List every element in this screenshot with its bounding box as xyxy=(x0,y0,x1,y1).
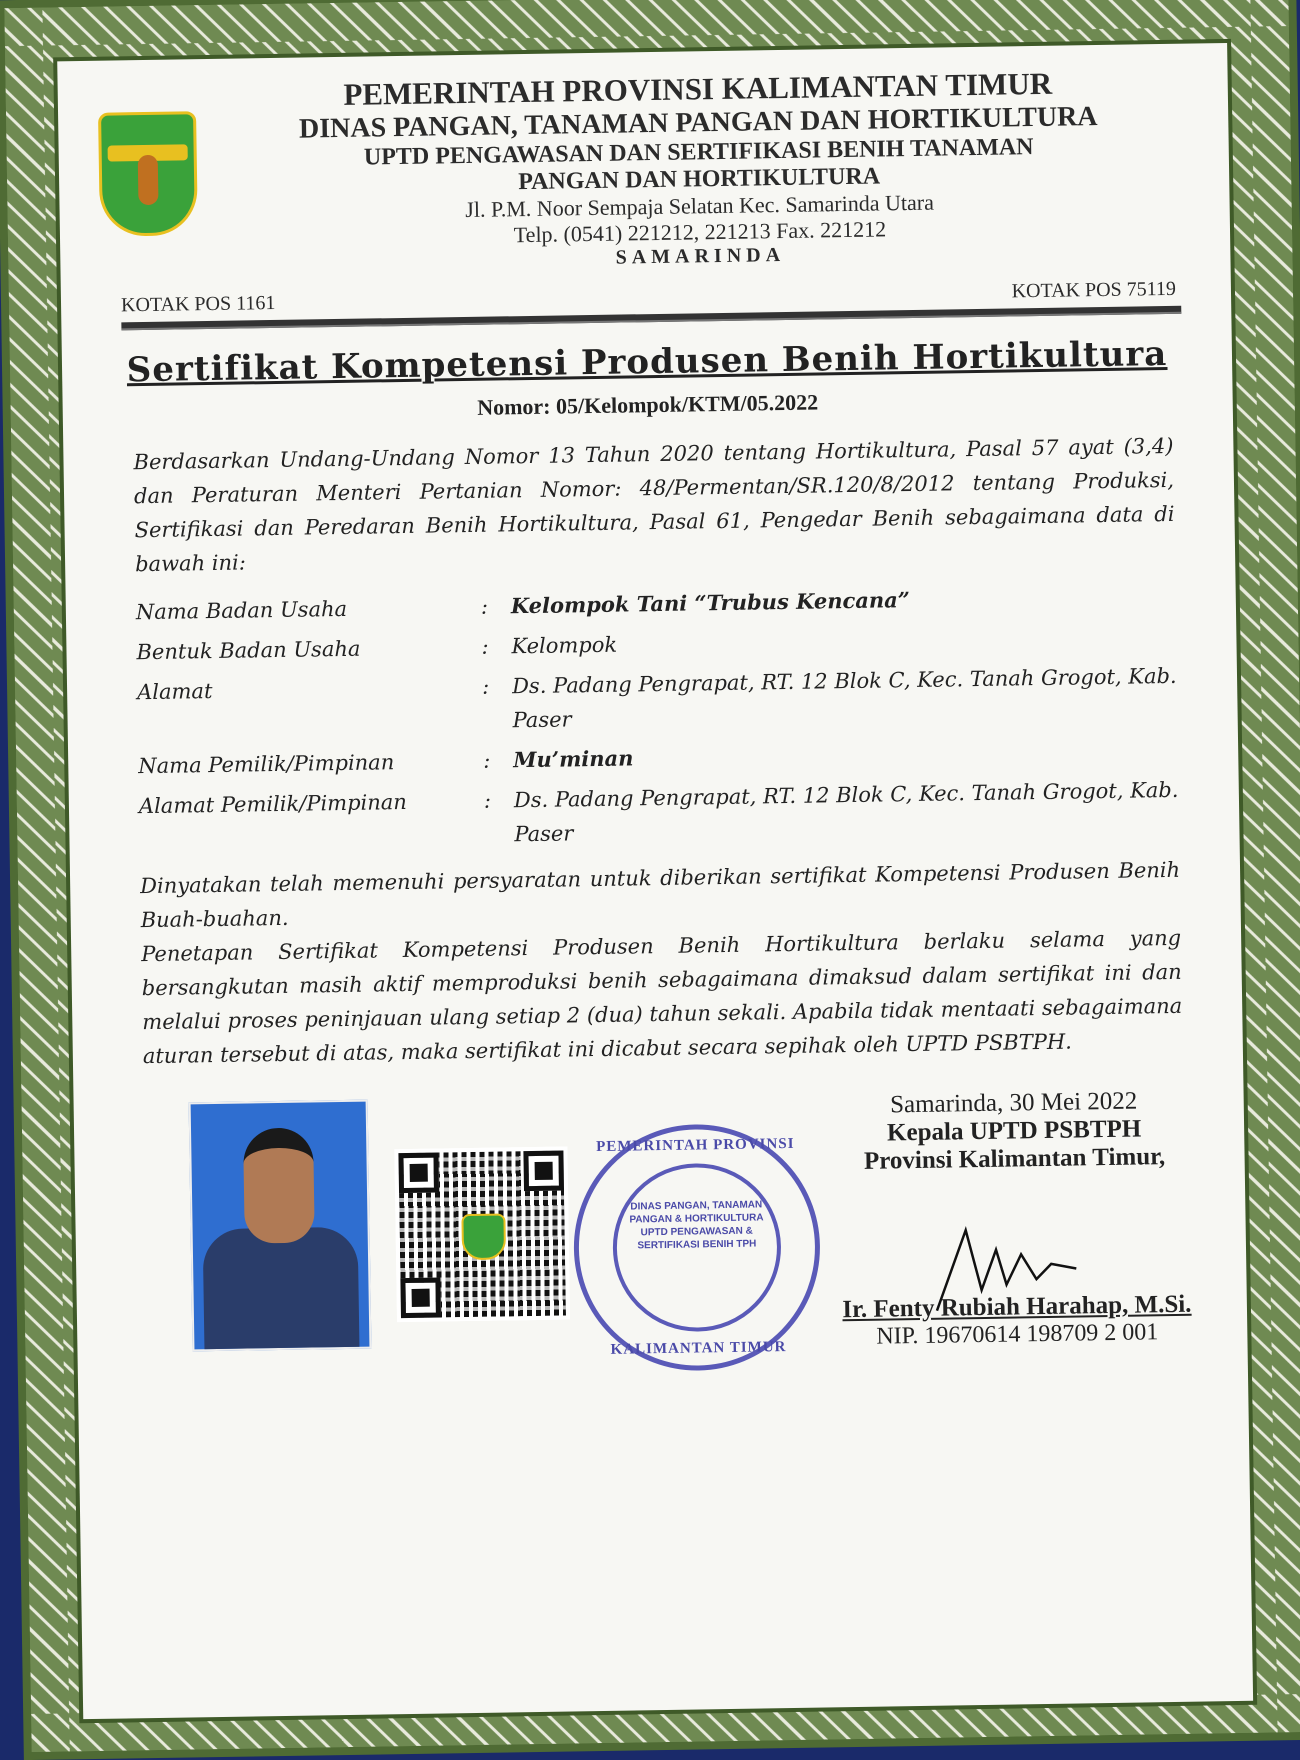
letterhead-city: SAMARINDA xyxy=(615,243,786,269)
signer-province: Provinsi Kalimantan Timur, xyxy=(863,1143,1166,1175)
qr-logo-icon xyxy=(461,1213,506,1260)
certificate-body xyxy=(57,43,1253,1719)
letterhead-address: Jl. P.M. Noor Sempaja Selatan Kec. Samarinda Utara xyxy=(465,189,935,222)
field-row: Nama Pemilik/Pimpinan : Mu’minan xyxy=(138,733,1178,783)
stamp-inner-text: DINAS PANGAN, TANAMAN PANGAN & HORTIKULTURA UPTD PENGAWASAN & SERTIFIKASI BENIH TPH xyxy=(629,1199,764,1252)
letterhead xyxy=(58,63,1231,278)
field-value: Mu’minan xyxy=(513,745,634,773)
signer-position: Kepala UPTD PSBTPH xyxy=(886,1115,1142,1147)
letterhead-line3: UPTD PENGAWASAN DAN SERTIFIKASI BENIH TANAMAN xyxy=(363,134,1034,171)
signer-name: Ir. Fenty Rubiah Harahap, M.Si. xyxy=(842,1290,1192,1324)
field-label: Nama Pemilik/Pimpinan xyxy=(138,750,395,779)
field-value: Ds. Padang Pengrapat, RT. 12 Blok C, Kec. Tanah Grogot, Kab. Paser xyxy=(511,663,1177,733)
certificate-title: Sertifikat Kompetensi Produsen Benih Hortikultura xyxy=(126,333,1168,391)
field-value: Ds. Padang Pengrapat, RT. 12 Blok C, Kec. Tanah Grogot, Kab. Paser xyxy=(513,777,1179,847)
statement: Dinyatakan telah memenuhi persyaratan untuk diberikan sertifikat Kompetensi Produsen Benih Buah-buahan. xyxy=(140,857,1181,933)
field-label: Bentuk Badan Usaha xyxy=(136,636,361,665)
stamp-outer-top: PEMERINTAH PROVINSI xyxy=(596,1135,795,1156)
field-row: Bentuk Badan Usaha : Kelompok xyxy=(136,619,1176,669)
preamble: Berdasarkan Undang-Undang Nomor 13 Tahun 2020 tentang Hortikultura, Pasal 57 ayat (3,4) dan Peraturan Menteri Pertanian Nomor: 48/Permentan/SR.120/8/2012 tentang Produksi, Sertifikasi dan Peredaran Benih Hortikultura, Pasal 61, Pengedar Benih sebagaimana data di bawah ini: xyxy=(133,433,1175,577)
header-divider xyxy=(121,306,1181,331)
pobox-left: KOTAK POS 1161 xyxy=(120,291,276,317)
field-row: Alamat Pemilik/Pimpinan : Ds. Padang Pengrapat, RT. 12 Blok C, Kec. Tanah Grogot, Kab. Paser xyxy=(139,773,1180,857)
letterhead-line4: PANGAN DAN HORTIKULTURA xyxy=(518,163,881,196)
field-label: Alamat xyxy=(136,679,213,705)
fields-list xyxy=(136,579,1180,857)
validity-terms: Penetapan Sertifikat Kompetensi Produsen Benih Hortikultura berlaku selama yang bersangkutan masih aktif memproduksi benih sebagaimana dimaksud dalam sertifikat ini dan melalui proses peninjauan ulang setiap 2 (dua) tahun sekali. Apabila tidak mentaati sebagaimana aturan tersebut di atas, maka sertifikat ini dicabut secara sepihak oleh UPTD PSBTPH. xyxy=(141,925,1183,1069)
certificate-number: Nomor: 05/Kelompok/KTM/05.2022 xyxy=(477,389,819,420)
stamp-outer-bottom: KALIMANTAN TIMUR xyxy=(610,1339,787,1358)
letterhead-line1: PEMERINTAH PROVINSI KALIMANTAN TIMUR xyxy=(343,65,1053,112)
field-row: Nama Badan Usaha : Kelompok Tani “Trubus Kencana” xyxy=(136,579,1176,629)
letterhead-line2: DINAS PANGAN, TANAMAN PANGAN DAN HORTIKULTURA xyxy=(298,101,1098,145)
field-value: Kelompok Tani “Trubus Kencana” xyxy=(510,587,911,619)
signer-nip: NIP. 19670614 198709 2 001 xyxy=(876,1319,1159,1350)
pobox-right: KOTAK POS 75119 xyxy=(1011,277,1177,303)
field-label: Alamat Pemilik/Pimpinan xyxy=(138,789,408,819)
certificate-content xyxy=(133,429,1192,1433)
letterhead-phone: Telp. (0541) 221212, 221213 Fax. 221212 xyxy=(513,216,887,248)
place-date: Samarinda, 30 Mei 2022 xyxy=(889,1087,1138,1119)
handwritten-signature xyxy=(926,1218,1088,1330)
field-label: Nama Badan Usaha xyxy=(135,596,348,625)
qr-code xyxy=(394,1146,570,1322)
official-stamp xyxy=(572,1123,822,1373)
field-value: Kelompok xyxy=(511,632,618,659)
field-row: Alamat : Ds. Padang Pengrapat, RT. 12 Blok C, Kec. Tanah Grogot, Kab. Paser xyxy=(137,659,1178,743)
holder-photo xyxy=(189,1100,372,1352)
signature-section xyxy=(144,1087,1192,1433)
